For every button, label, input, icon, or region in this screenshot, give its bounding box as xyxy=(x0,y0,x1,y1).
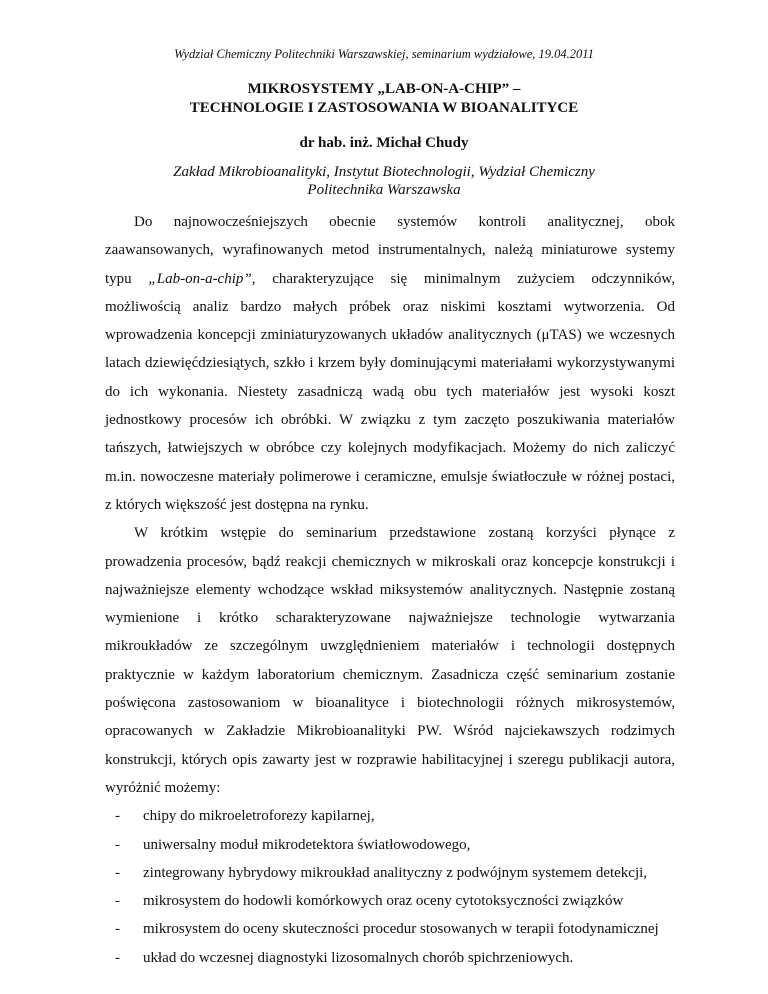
list-item xyxy=(105,887,675,915)
abstract-body xyxy=(105,208,675,972)
running-header: Wydział Chemiczny Politechniki Warszawskiej, seminarium wydziałowe, 19.04.2011 xyxy=(174,47,594,61)
list-bullet: - xyxy=(115,893,120,910)
list-item-text: układ do wczesnej diagnostyki lizosomalnych chorób spichrzeniowych. xyxy=(143,949,574,966)
list-bullet: - xyxy=(115,836,120,853)
list-bullet: - xyxy=(115,808,120,825)
affiliation-line-2: Politechnika Warszawska xyxy=(307,182,461,198)
microsystems-list xyxy=(105,802,675,972)
title-line-2: TECHNOLOGIE I ZASTOSOWANIA W BIOANALITYCE xyxy=(189,100,579,116)
author-affiliation xyxy=(0,163,768,199)
paragraph-1 xyxy=(105,208,675,519)
list-item-text: uniwersalny moduł mikrodetektora światłowodowego, xyxy=(143,836,471,853)
list-item xyxy=(105,859,675,887)
document-title xyxy=(0,80,768,118)
list-item xyxy=(105,944,675,972)
list-item-text: chipy do mikroeletroforezy kapilarnej, xyxy=(143,808,375,825)
affiliation-line-1: Zakład Mikrobioanalityki, Instytut Biotechnologii, Wydział Chemiczny xyxy=(173,164,595,180)
title-line-1: MIKROSYSTEMY „LAB-ON-A-CHIP” – xyxy=(247,81,521,97)
list-item xyxy=(105,831,675,859)
author-name: dr hab. inż. Michał Chudy xyxy=(299,135,469,151)
paragraph-2: W krótkim wstępie do seminarium przedstawione zostaną korzyści płynące z prowadzenia procesów, bądź reakcji chemicznych w mikroskali oraz koncepcje konstrukcji i najważniejsze elementy wchodzące wskład miksystemów analitycznych. Następnie zostaną wymienione i krótko scharakteryzowane najważniejsze technologie wytwarzania mikroukładów ze szczególnym uwzględnieniem materiałów i technologii dostępnych praktycznie w każdym laboratorium chemicznym. Zasadnicza część seminarium zostanie poświęcona zastosowaniom w bioanalityce i biotechnologii różnych mikrosystemów, opracowanych w Zakładzie Mikrobioanalityki PW. Wśród najciekawszych rodzimych konstrukcji, których opis zawarty jest w rozprawie habilitacyjnej i szeregu publikacji autora, wyróżnić możemy: xyxy=(105,525,675,796)
list-bullet: - xyxy=(115,949,120,966)
lab-on-a-chip-term: „Lab-on-a-chip” xyxy=(148,270,252,287)
list-item-text: mikrosystem do hodowli komórkowych oraz oceny cytotoksyczności związków xyxy=(143,893,624,910)
list-item xyxy=(105,802,675,830)
list-bullet: - xyxy=(115,921,120,938)
list-item-text: mikrosystem do oceny skuteczności procedur stosowanych w terapii fotodynamicznej xyxy=(143,921,659,938)
list-item-text: zintegrowany hybrydowy mikroukład analityczny z podwójnym systemem detekcji, xyxy=(143,864,648,881)
list-bullet: - xyxy=(115,864,120,881)
list-item xyxy=(105,915,675,943)
paragraph-1-part-1: Do najnowocześniejszych obecnie systemów kontroli analitycznej, obok zaawansowanych, wyrafinowanych metod instrumentalnych, należą miniaturowe systemy typu xyxy=(105,214,675,287)
paragraph-1-part-2: , charakteryzujące się minimalnym zużyciem odczynników, możliwością analiz bardzo małych próbek oraz niskimi kosztami wytworzenia. Od wprowadzenia koncepcji zminiaturyzowanych układów analitycznych (μTAS) we wczesnych latach dziewięćdziesiątych, szkło i krzem były dominującymi materiałami wykorzystywanymi do ich wykonania. Niestety zasadniczą wadą obu tych materiałów jest wysoki koszt jednostkowy procesów ich obróbki. W związku z tym zaczęto poszukiwania materiałów tańszych, łatwiejszych w obróbce czy kolejnych modyfikacjach. Możemy do nich zaliczyć m.in. nowoczesne materiały polimerowe i ceramiczne, emulsje światłoczułe w różnej postaci, z których większość jest dostępna na rynku. xyxy=(105,270,675,513)
